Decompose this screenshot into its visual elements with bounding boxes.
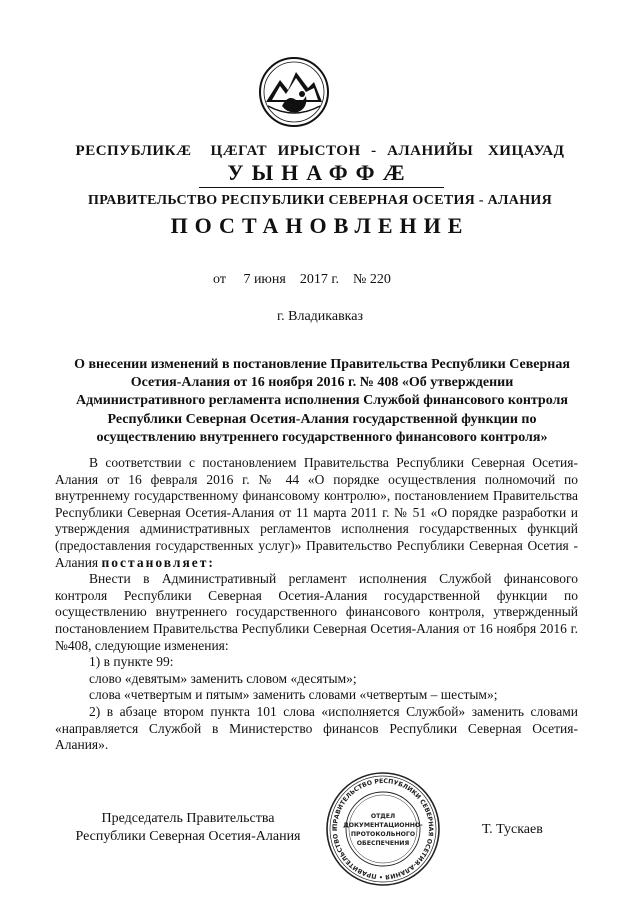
seal-center-line: ДОКУМЕНТАЦИОННО- xyxy=(343,822,423,829)
paragraph: слово «девятым» заменить словом «десятым»; xyxy=(89,670,357,686)
document-type-title: ПОСТАНОВЛЕНИЕ xyxy=(170,213,470,238)
document-body xyxy=(55,455,578,754)
signatory-position xyxy=(58,810,318,846)
paragraph: слова «четвертым и пятым» заменить словами «четвертым – шестым»; xyxy=(89,687,498,703)
city: г. Владикавказ xyxy=(276,309,364,324)
document-title: О внесении изменений в постановление Правительства Республики Северная Осетия-Алания от 16 ноября 2016 г. № 408 «Об утверждении Административного регламента исполнения Службой финансового контроля Республики Северная Осетия-Алания государственной функции по осуществлению внутреннего государственного финансового контроля» xyxy=(74,357,570,445)
document-number: № 220 xyxy=(353,272,391,287)
position-line: Председатель Правительства xyxy=(101,811,275,826)
header-title-ossetian: УЫНАФФӔ xyxy=(227,160,413,185)
decree-word: постановляет: xyxy=(101,554,215,570)
date-prefix: от xyxy=(213,272,226,287)
seal-center-line: ПРОТОКОЛЬНОГО xyxy=(350,831,416,838)
header-divider xyxy=(199,187,444,188)
header-word: ХИЦАУАД xyxy=(487,143,565,159)
position-line: Республики Северная Осетия-Алания xyxy=(75,829,301,844)
seal-center-line: ОБЕСПЕЧЕНИЯ xyxy=(356,840,410,847)
header-word: РЕСПУБЛИКӔ xyxy=(75,143,192,159)
header-word: ИРЫСТОН xyxy=(277,143,361,159)
header-line-ossetian xyxy=(0,143,640,160)
header-word: ЦӔГАТ xyxy=(210,143,268,159)
seal-center-line: ОТДЕЛ xyxy=(370,813,396,820)
paragraph-text: В соответствии с постановлением Правительства Республики Северная Осетия-Алания от 16 февраля 2016 г. № 44 «О порядке осуществления полномочий по внутреннему государственному финансовому контролю», постановлением Правительства Республики Северная Осетия-Алания от 11 марта 2011 г. № 51 «О порядке разработки и утверждения административных регламентов исполнения государственных функций (предоставления государственных услуг)» Правительство Республики Северная Осетия - Алания xyxy=(55,455,578,570)
date-line xyxy=(213,272,391,288)
seal-ring-text: ПРАВИТЕЛЬСТВО РЕСПУБЛИКИ СЕВЕРНАЯ ОСЕТИЯ-АЛАНИЯ • ПРАВИТЕЛЬСТВО Р xyxy=(331,777,435,881)
paragraph xyxy=(55,455,578,571)
paragraph: 1) в пункте 99: xyxy=(89,654,174,670)
header-word: - xyxy=(371,143,377,159)
paragraph: Внести в Административный регламент исполнения Службой финансового контроля Республики Северная Осетия-Алания государственной функции по осуществлению внутреннего государственного финансового контроля, утвержденный постановлением Правительства Республики Северная Осетия-Алания от 16 ноября 2016 г. №408, следующие изменения: xyxy=(55,571,578,653)
date-year: 2017 г. xyxy=(299,272,339,287)
header-word: АЛАНИЙЫ xyxy=(387,143,474,159)
official-seal xyxy=(324,770,442,888)
header-government: ПРАВИТЕЛЬСТВО РЕСПУБЛИКИ СЕВЕРНАЯ ОСЕТИЯ - АЛАНИЯ xyxy=(88,193,552,208)
coat-of-arms-icon xyxy=(258,56,330,128)
signatory-name: Т. Тускаев xyxy=(482,822,543,837)
paragraph: 2) в абзаце втором пункта 101 слова «исполняется Службой» заменить словами «направляется Службой в Министерство финансов Республики Северная Осетия-Алания». xyxy=(55,703,578,753)
date-day-month: 7 июня xyxy=(243,272,286,287)
